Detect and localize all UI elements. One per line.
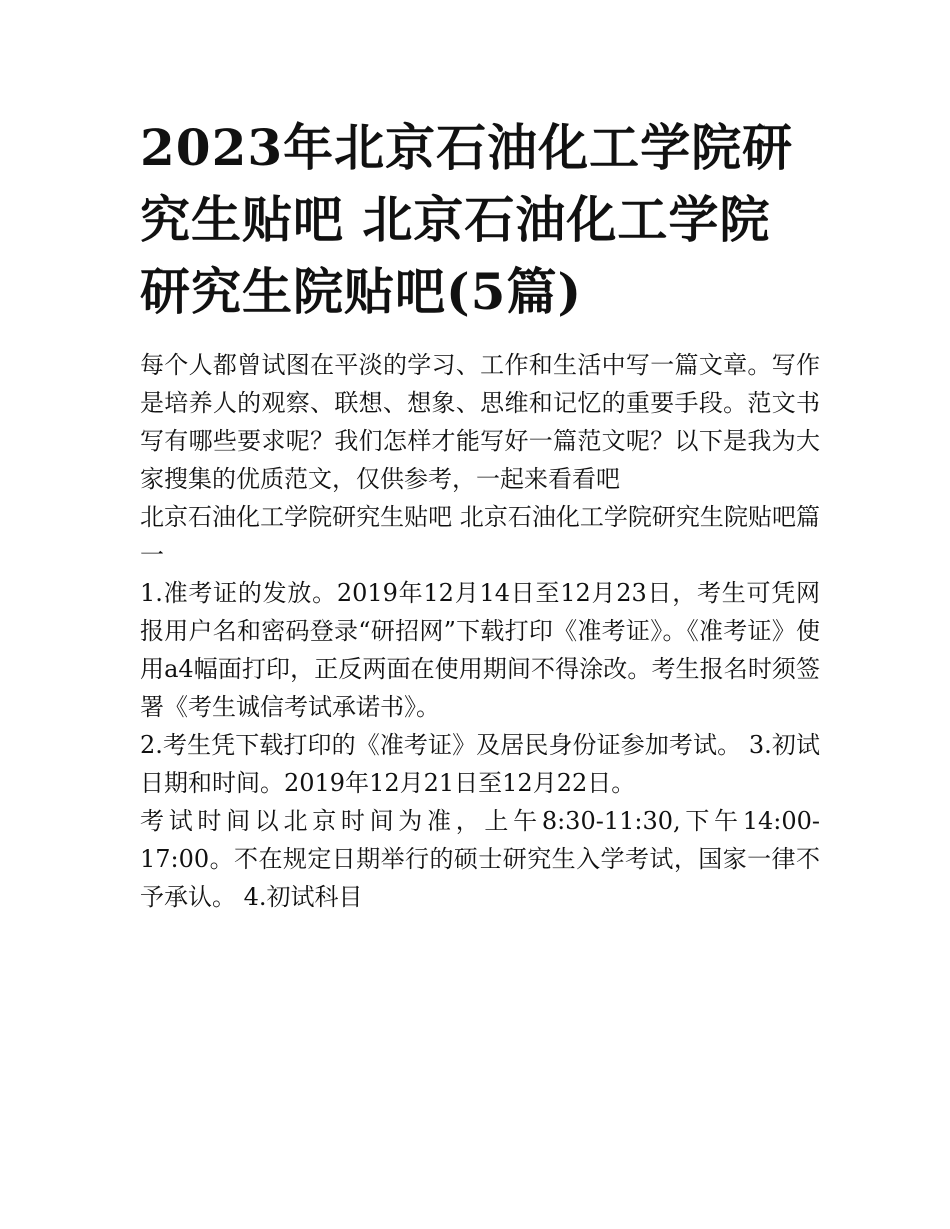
document-page xyxy=(140,112,820,916)
document-body xyxy=(140,346,820,916)
paragraph-section-heading: 北京石油化工学院研究生贴吧 北京石油化工学院研究生院贴吧篇一 xyxy=(140,503,820,569)
paragraph-intro: 每个人都曾试图在平淡的学习、工作和生活中写一篇文章。写作是培养人的观察、联想、想象、思维和记忆的重要手段。范文书写有哪些要求呢？我们怎样才能写好一篇范文呢？以下是我为大家搜集的优质范文，仅供参考，一起来看看吧 xyxy=(140,351,820,493)
paragraph-admission-ticket: 1.准考证的发放。2019年12月14日至12月23日，考生可凭网报用户名和密码登录“研招网”下载打印《准考证》。《准考证》使用a4幅面打印，正反两面在使用期间不得涂改。考生报名时须签署《考生诚信考试承诺书》。 xyxy=(140,579,820,721)
document-title: 2023年北京石油化工学院研究生贴吧 北京石油化工学院研究生院贴吧(5篇) xyxy=(140,118,794,321)
paragraph-exam-date: 2.考生凭下载打印的《准考证》及居民身份证参加考试。 3.初试日期和时间。2019年12月21日至12月22日。 xyxy=(140,731,820,797)
paragraph-exam-time: 考试时间以北京时间为准，上午8:30-11:30,下午14:00-17:00。不在规定日期举行的硕士研究生入学考试，国家一律不予承认。 4.初试科目 xyxy=(140,807,820,911)
